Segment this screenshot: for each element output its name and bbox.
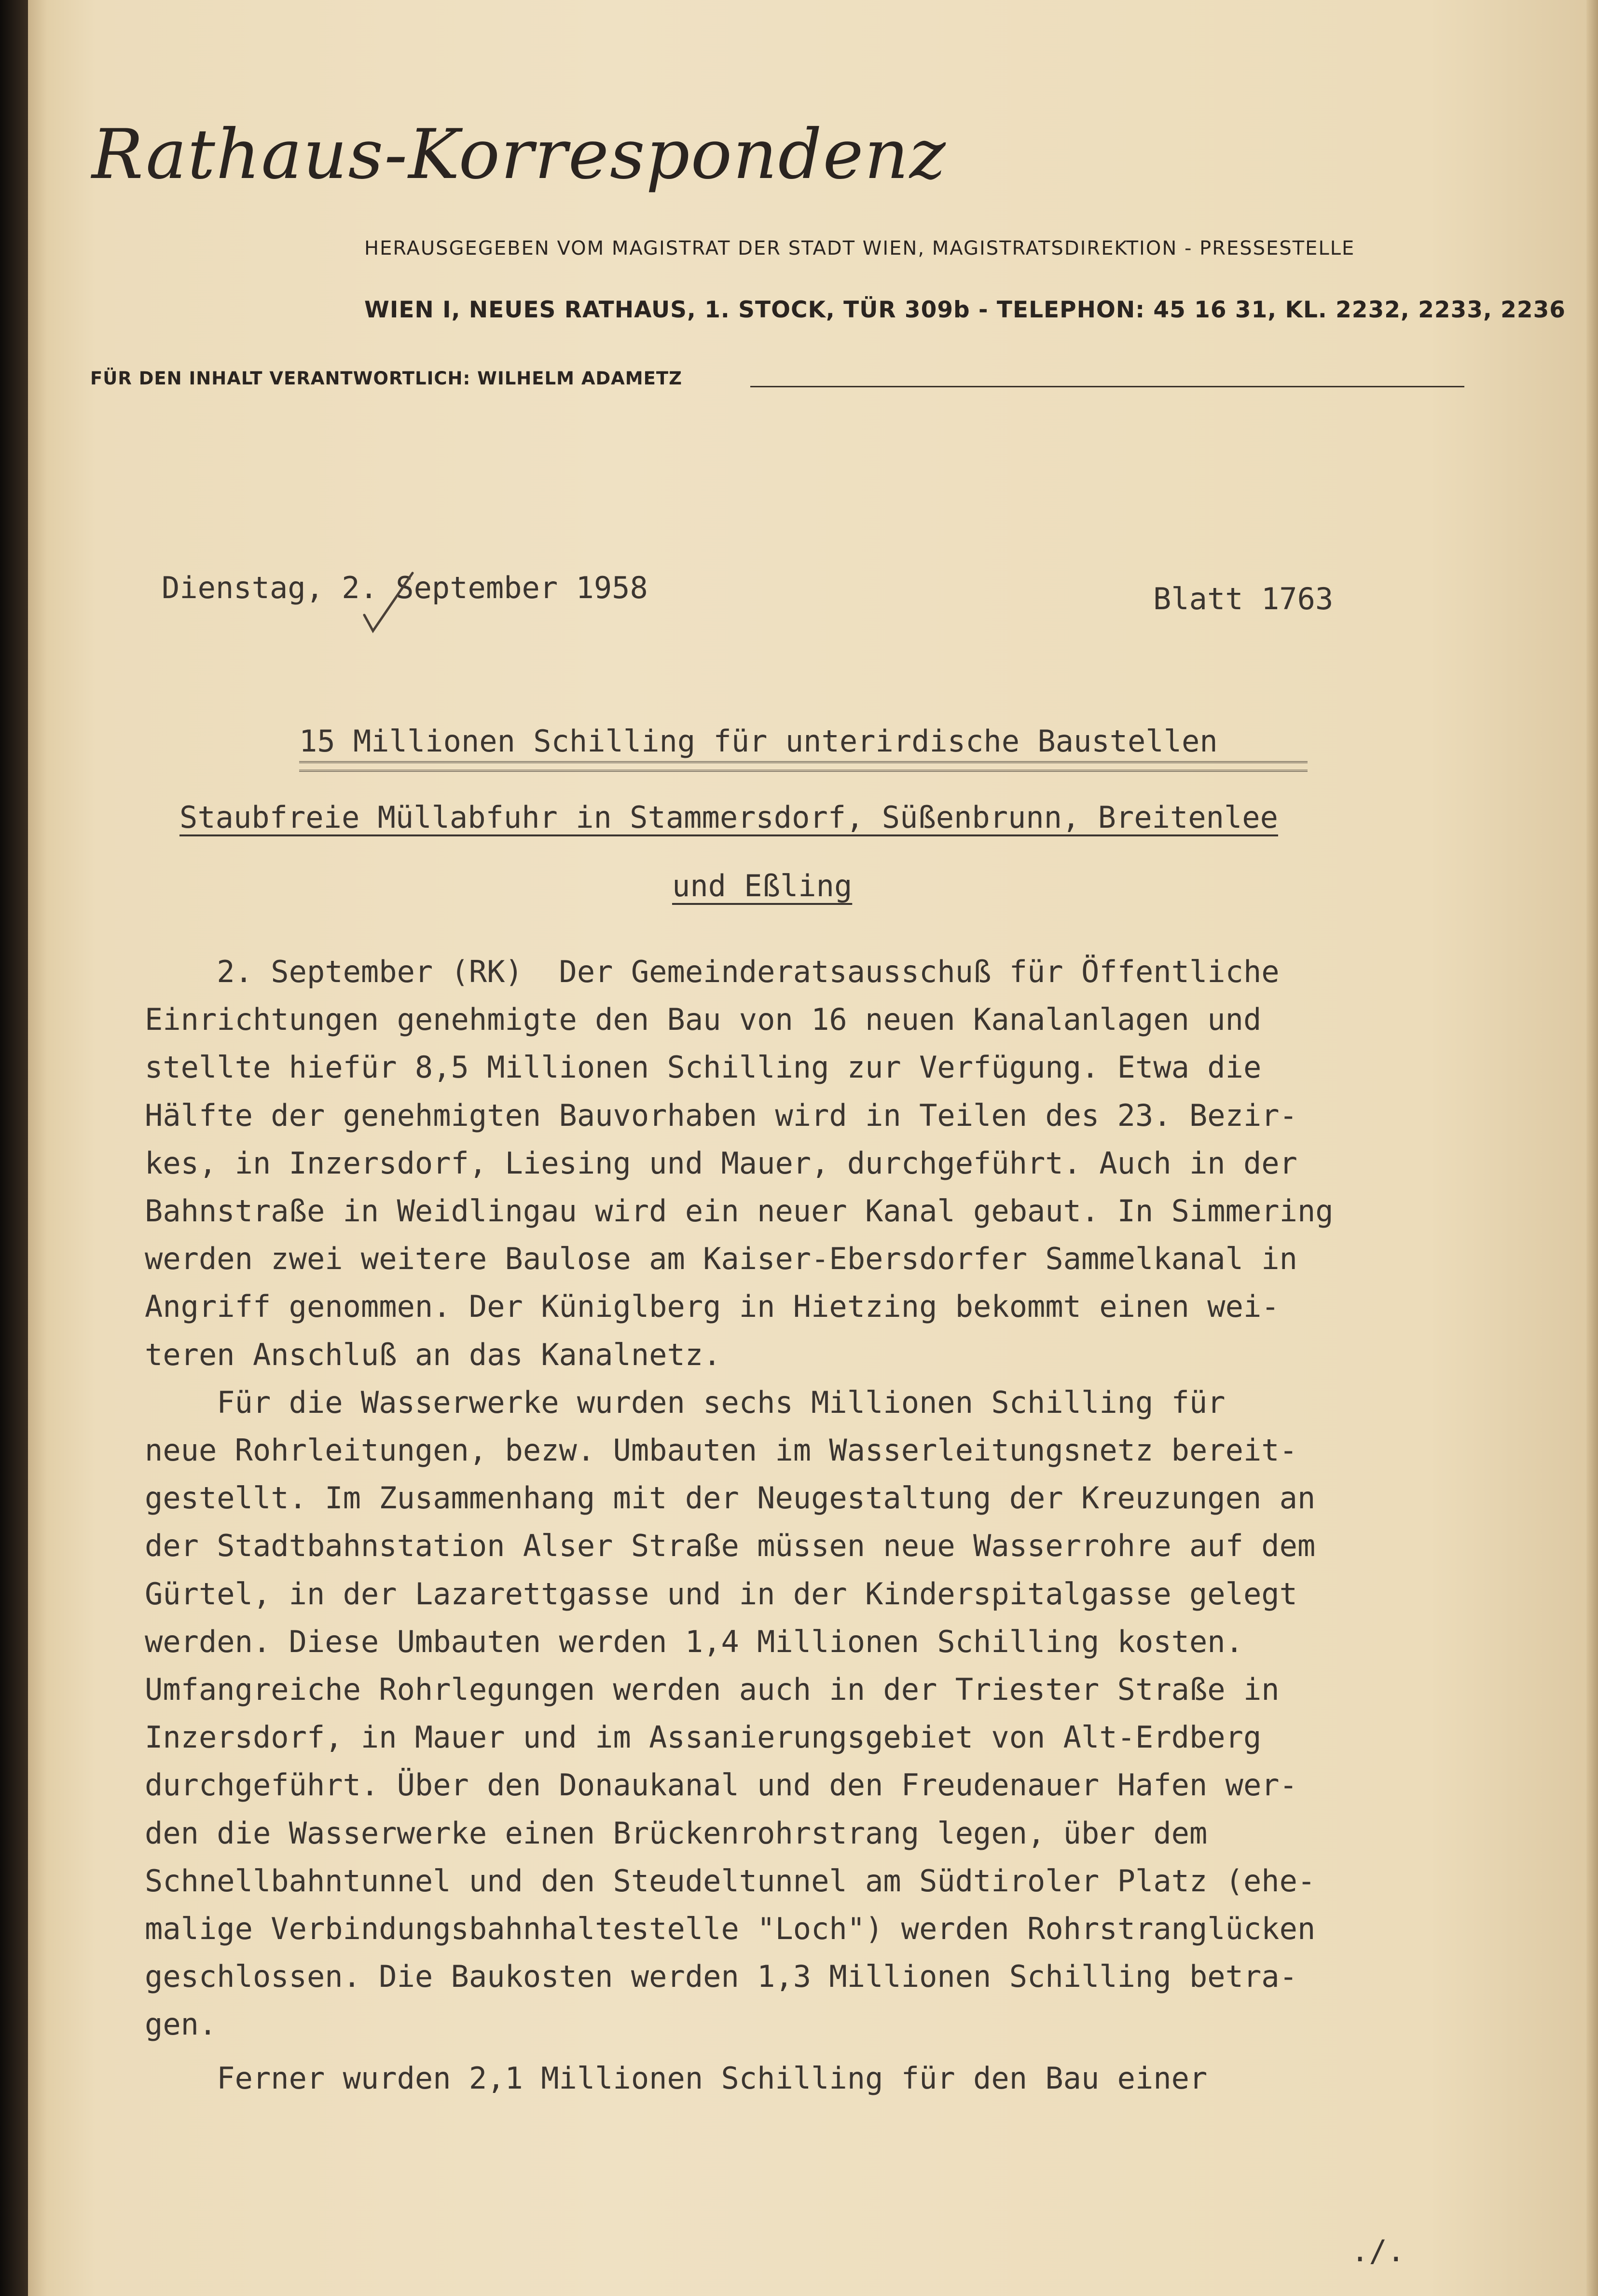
masthead-responsible: FÜR DEN INHALT VERANTWORTLICH: WILHELM ADAMETZ — [90, 368, 682, 389]
continuation-mark: ./. — [1351, 2233, 1405, 2269]
headline-double-rule — [299, 761, 1308, 772]
headline-main: 15 Millionen Schilling für unterirdische Baustellen — [299, 724, 1218, 759]
masthead-publisher: HERAUSGEGEBEN VOM MAGISTRAT DER STADT WIEN, MAGISTRATSDIREKTION - PRESSESTELLE — [364, 237, 1355, 260]
page-edge — [1586, 0, 1598, 2296]
document-date: Dienstag, 2. September 1958 — [162, 570, 648, 605]
sheet-number: Blatt 1763 — [1153, 581, 1334, 616]
article-paragraph-1: 2. September (RK) Der Gemeinderatsausschuß für Öffentliche Einrichtungen genehmigte den Bau von 16 neuen Kanalanlagen und stellte hiefür 8,5 Millionen Schilling zur Verfügung. Etwa die Hälfte der genehmigten Bauvorhaben wird in Teilen des 23. Bezir- kes, in Inzersdorf, Liesing und Mauer, durchgeführt. Auch in der Bahnstraße in Weidlingau wird ein neuer Kanal gebaut. In Simmering werden zwei weitere Baulose am Kaiser-Ebersdorfer Sammelkanal in Angriff genommen. Der Küniglberg in Hietzing bekommt einen wei- teren Anschluß an das Kanalnetz. — [145, 954, 1334, 1372]
masthead-title: Rathaus-Korrespondenz — [92, 115, 947, 194]
headline-subtitle-line1: Staubfreie Müllabfuhr in Stammersdorf, Süßenbrunn, Breitenlee — [179, 800, 1278, 835]
article-paragraph-3: Ferner wurden 2,1 Millionen Schilling für den Bau einer — [145, 2060, 1208, 2096]
book-binding — [0, 0, 28, 2296]
masthead-rule — [750, 386, 1464, 387]
article-body — [145, 948, 1476, 2102]
headline-subtitle-line2: und Eßling — [672, 868, 853, 903]
checkmark-icon — [359, 569, 417, 637]
article-paragraph-2: Für die Wasserwerke wurden sechs Millionen Schilling für neue Rohrleitungen, bezw. Umbauten im Wasserleitungsnetz bereit- gestellt. Im Zusammenhang mit der Neugestaltung der Kreuzungen an der Stadtbahnstation Alser Straße müssen neue Wasserrohre auf dem Gürtel, in der Lazarettgasse und in der Kinderspitalgasse gelegt werden. Diese Umbauten werden 1,4 Millionen Schilling kosten. Umfangreiche Rohrlegungen werden auch in der Triester Straße in Inzersdorf, in Mauer und im Assanierungsgebiet von Alt-Erdberg durchgeführt. Über den Donaukanal und den Freudenauer Hafen wer- den die Wasserwerke einen Brückenrohrstrang legen, über dem Schnellbahntunnel und den Steudeltunnel am Südtiroler Platz (ehe- malige Verbindungsbahnhaltestelle "Loch") werden Rohrstranglücken geschlossen. Die Baukosten werden 1,3 Millionen Schilling betra- gen. — [145, 1384, 1316, 2042]
masthead-address: WIEN I, NEUES RATHAUS, 1. STOCK, TÜR 309b - TELEPHON: 45 16 31, KL. 2232, 2233, 2236 — [364, 297, 1566, 323]
